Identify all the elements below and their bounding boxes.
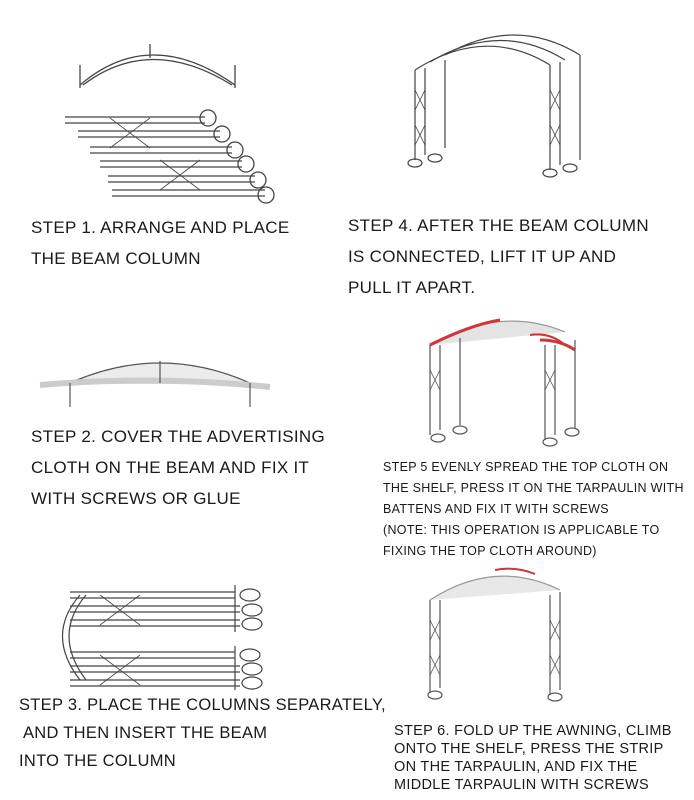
step1-text xyxy=(31,212,290,274)
columns-with-beam xyxy=(63,585,263,690)
step6-text xyxy=(394,722,672,794)
step5-text xyxy=(383,457,684,562)
canopy-frame xyxy=(408,35,580,177)
step4-line2: IS CONNECTED, LIFT IT UP AND xyxy=(348,247,617,266)
step5-line1: STEP 5 EVENLY SPREAD THE TOP CLOTH ON xyxy=(383,460,669,474)
step2-illustration xyxy=(30,345,280,415)
arch-beam xyxy=(80,44,235,88)
step2-text xyxy=(31,421,325,514)
step4-line1: STEP 4. AFTER THE BEAM COLUMN xyxy=(348,216,649,235)
step6-illustration xyxy=(405,560,595,705)
step1-illustration xyxy=(50,30,290,210)
step6-line1: STEP 6. FOLD UP THE AWNING, CLIMB xyxy=(394,723,672,739)
step3-text xyxy=(19,691,386,775)
step4-line3: PULL IT APART. xyxy=(348,278,476,297)
step2-line3: WITH SCREWS OR GLUE xyxy=(31,489,241,508)
step6-line2: ONTO THE SHELF, PRESS THE STRIP xyxy=(394,741,664,757)
step6-line3: ON THE TARPAULIN, AND FIX THE xyxy=(394,759,638,775)
step5-line5: FIXING THE TOP CLOTH AROUND) xyxy=(383,544,597,558)
step1-line1: STEP 1. ARRANGE AND PLACE xyxy=(31,218,290,237)
finished-canopy xyxy=(428,569,562,701)
step3-illustration xyxy=(40,580,280,690)
step5-illustration xyxy=(400,310,600,460)
step6-line4: MIDDLE TARPAULIN WITH SCREWS xyxy=(394,777,649,793)
step4-text xyxy=(348,210,649,303)
step4-illustration xyxy=(400,30,600,190)
step3-line2: AND THEN INSERT THE BEAM xyxy=(19,724,268,742)
step2-line1: STEP 2. COVER THE ADVERTISING xyxy=(31,427,326,446)
stacked-columns xyxy=(65,110,274,203)
covered-beam xyxy=(40,361,270,407)
step5-line2: THE SHELF, PRESS IT ON THE TARPAULIN WITH xyxy=(383,481,684,495)
step3-line1: STEP 3. PLACE THE COLUMNS SEPARATELY, xyxy=(19,696,386,714)
canopy-with-cloth xyxy=(430,320,579,446)
step1-line2: THE BEAM COLUMN xyxy=(31,249,201,268)
step5-line3: BATTENS AND FIX IT WITH SCREWS xyxy=(383,502,609,516)
step2-line2: CLOTH ON THE BEAM AND FIX IT xyxy=(31,458,310,477)
step5-line4: (NOTE: THIS OPERATION IS APPLICABLE TO xyxy=(383,523,660,537)
step3-line3: INTO THE COLUMN xyxy=(19,752,176,770)
